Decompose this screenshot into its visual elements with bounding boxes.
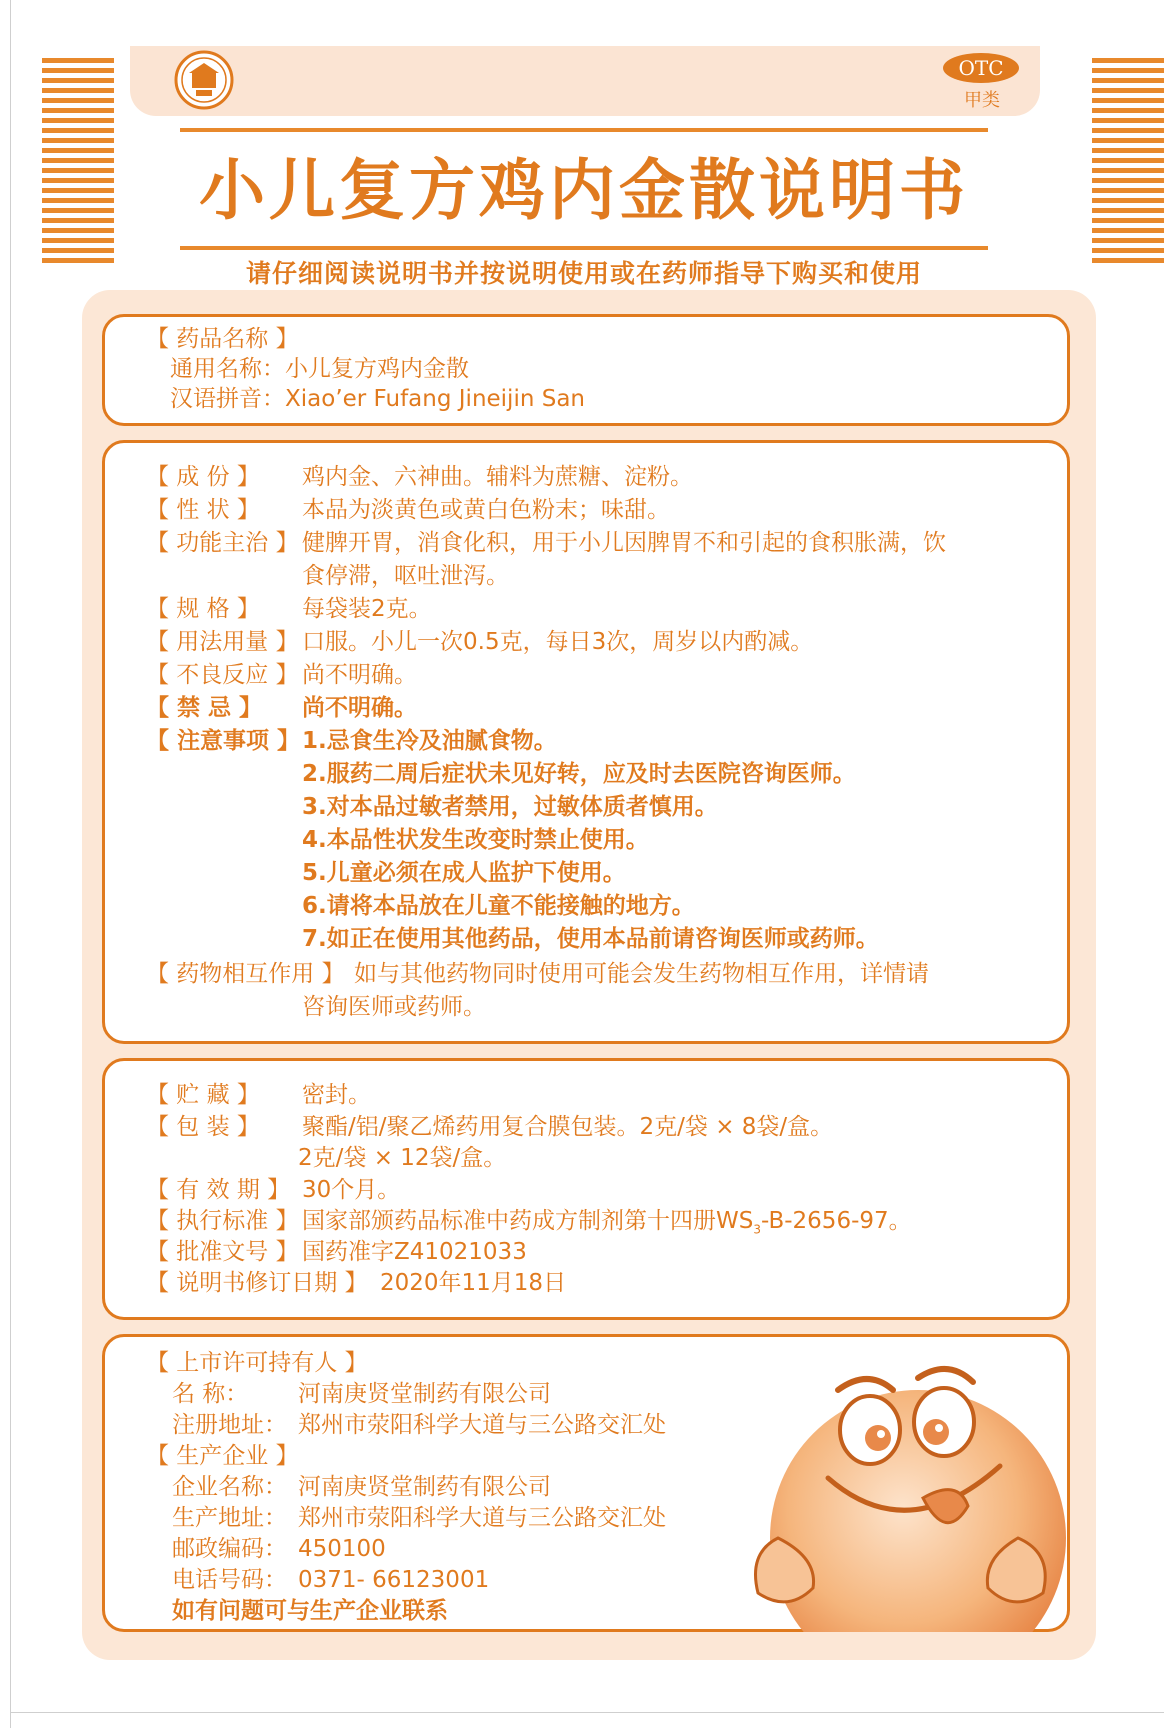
package-value-1: 聚酯/铝/聚乙烯药用复合膜包装。2克/袋 × 8袋/盒。 [302, 1114, 834, 1140]
dosage-value: 口服。小儿一次0.5克，每日3次，周岁以内酌减。 [302, 629, 814, 655]
contra-value: 尚不明确。 [302, 695, 417, 721]
pinyin-value: Xiao’er Fufang Jineijin San [285, 386, 585, 412]
holder-address-value: 郑州市荥阳科学大道与三公路交汇处 [298, 1412, 666, 1438]
page-frame-left [10, 0, 11, 1728]
title-rule-bottom [180, 246, 988, 250]
precaution-item: 5.儿童必须在成人监护下使用。 [302, 860, 626, 886]
maker-address-value: 郑州市荥阳科学大道与三公路交汇处 [298, 1505, 666, 1531]
spec-value: 每袋装2克。 [302, 596, 432, 622]
precaution-item: 2.服药二周后症状未见好转，应及时去医院咨询医师。 [302, 761, 856, 787]
maker-heading: 【 生产企业 】 [146, 1443, 299, 1469]
title-rule-top [180, 128, 988, 132]
page-frame-bottom [10, 1712, 1164, 1713]
indications-value-2: 食停滞，呕吐泄泻。 [302, 563, 509, 589]
decorative-stripes-left [42, 58, 114, 263]
otc-label: OTC [958, 56, 1004, 80]
phone-value: 0371- 66123001 [298, 1567, 490, 1593]
validity-label: 【 有 效 期 】 [146, 1177, 291, 1203]
storage-label: 【 贮 藏 】 [146, 1082, 260, 1108]
ingredients-value: 鸡内金、六神曲。辅料为蔗糖、淀粉。 [302, 464, 693, 490]
header-band [130, 46, 1040, 116]
indications-value-1: 健脾开胃，消食化积，用于小儿因脾胃不和引起的食积胀满，饮 [302, 530, 946, 556]
contra-label: 【 禁 忌 】 [146, 695, 263, 721]
approval-value: 国药准字Z41021033 [302, 1239, 527, 1265]
precaution-item: 1.忌食生冷及油腻食物。 [302, 728, 557, 754]
adverse-value: 尚不明确。 [302, 662, 417, 688]
adverse-label: 【 不良反应 】 [146, 662, 299, 688]
drug-name-heading: 【 药品名称 】 [146, 326, 299, 352]
precaution-item: 4.本品性状发生改变时禁止使用。 [302, 827, 649, 853]
decorative-stripes-right [1092, 58, 1164, 263]
generic-name-row [170, 354, 469, 384]
precaution-item: 3.对本品过敏者禁用，过敏体质者慎用。 [302, 794, 718, 820]
precautions-label: 【 注意事项 】 [146, 728, 301, 754]
validity-value: 30个月。 [302, 1177, 401, 1203]
ingredients-label: 【 成 份 】 [146, 464, 260, 490]
character-value: 本品为淡黄色或黄白色粉末；味甜。 [302, 497, 670, 523]
holder-address-label: 注册地址： [172, 1412, 287, 1438]
standard-label: 【 执行标准 】 [146, 1208, 299, 1234]
package-label: 【 包 装 】 [146, 1114, 260, 1140]
revision-label: 【 说明书修订日期 】 [146, 1270, 368, 1296]
pinyin-label: 汉语拼音： [170, 386, 285, 412]
phone-label: 电话号码： [172, 1567, 287, 1593]
maker-address-label: 生产地址： [172, 1505, 287, 1531]
character-label: 【 性 状 】 [146, 497, 260, 523]
page-title: 小儿复方鸡内金散说明书 [199, 151, 969, 229]
otc-class-label: 甲类 [964, 90, 1000, 111]
spec-label: 【 规 格 】 [146, 596, 260, 622]
precaution-item: 6.请将本品放在儿童不能接触的地方。 [302, 893, 695, 919]
interactions-value-2: 咨询医师或药师。 [302, 994, 486, 1020]
precaution-item: 7.如正在使用其他药品，使用本品前请咨询医师或药师。 [302, 926, 879, 952]
approval-label: 【 批准文号 】 [146, 1239, 299, 1265]
revision-value: 2020年11月18日 [380, 1270, 567, 1296]
maker-name-label: 企业名称： [172, 1474, 287, 1500]
standard-value-main: 国家部颁药品标准中药成方制剂第十四册WS [302, 1208, 754, 1234]
holder-name-value: 河南庚贤堂制药有限公司 [298, 1381, 551, 1407]
maker-name-value: 河南庚贤堂制药有限公司 [298, 1474, 551, 1500]
zip-label: 邮政编码： [172, 1536, 287, 1562]
package-value-2: 2克/袋 × 12袋/盒。 [298, 1145, 507, 1171]
interactions-label: 【 药物相互作用 】 [146, 961, 345, 987]
storage-value: 密封。 [302, 1082, 371, 1108]
zip-value: 450100 [298, 1536, 386, 1562]
contact-note: 如有问题可与生产企业联系 [172, 1598, 448, 1624]
holder-heading: 【 上市许可持有人 】 [146, 1350, 368, 1376]
interactions-value-1: 如与其他药物同时使用可能会发生药物相互作用，详情请 [354, 961, 929, 987]
standard-value-subscript: 3 [753, 1222, 761, 1237]
dosage-label: 【 用法用量 】 [146, 629, 299, 655]
indications-label: 【 功能主治 】 [146, 530, 299, 556]
company-logo-icon [174, 50, 234, 110]
standard-value-code: -B-2656-97。 [760, 1208, 912, 1234]
smiling-mascot-icon [718, 1338, 1070, 1632]
generic-name-value: 小儿复方鸡内金散 [285, 356, 469, 382]
pinyin-row [170, 384, 585, 414]
page-subtitle: 请仔细阅读说明书并按说明使用或在药师指导下购买和使用 [245, 259, 922, 288]
holder-name-label: 名 称： [172, 1381, 249, 1407]
generic-name-label: 通用名称： [170, 356, 285, 382]
